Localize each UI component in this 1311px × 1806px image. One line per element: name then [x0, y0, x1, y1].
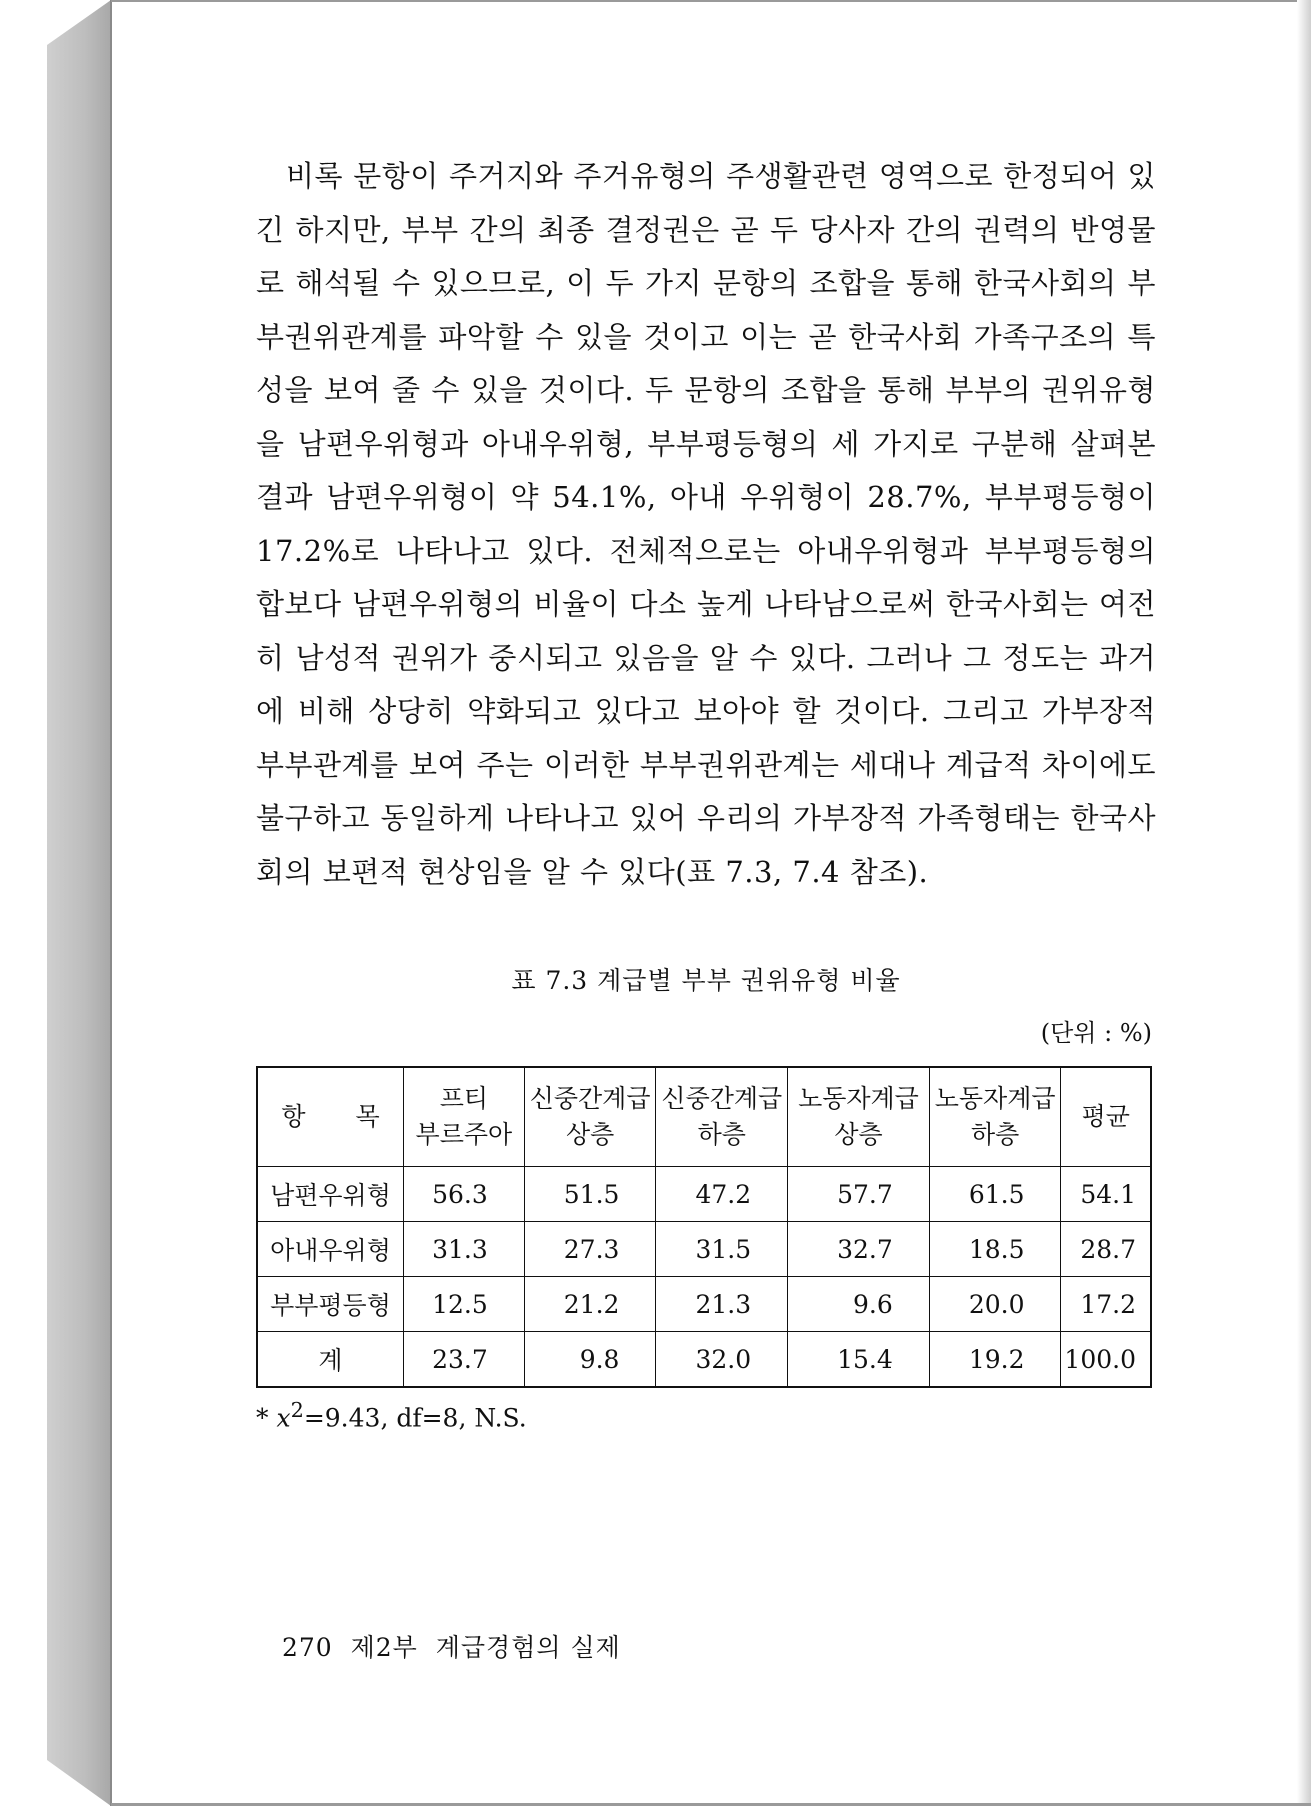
authority-type-table: [256, 1066, 1152, 1388]
table-cell: 28.7: [1061, 1222, 1151, 1277]
header-col-new-middle-lower: 신중간계급 하층: [656, 1067, 788, 1167]
table-cell: 9.8: [524, 1332, 656, 1388]
table-row: [257, 1332, 1151, 1388]
table-cell: 12.5: [403, 1277, 524, 1332]
table-cell: 51.5: [524, 1167, 656, 1222]
table-cell: 21.3: [656, 1277, 788, 1332]
table-cell: 21.2: [524, 1277, 656, 1332]
header-col-working-upper: 노동자계급 상층: [788, 1067, 930, 1167]
table-row: [257, 1277, 1151, 1332]
table-cell: 31.3: [403, 1222, 524, 1277]
header-col-petit-bourgeois: 프티 부르주아: [403, 1067, 524, 1167]
book-spine: [47, 0, 111, 1806]
table-row: [257, 1167, 1151, 1222]
table-header-row: [257, 1067, 1151, 1167]
page-footer: [282, 1628, 621, 1664]
table-note: * $x^2=9.43$, df=8, N.S.: [256, 1398, 527, 1433]
table-cell: 31.5: [656, 1222, 788, 1277]
table-cell: 9.6: [788, 1277, 930, 1332]
table-cell: 61.5: [929, 1167, 1061, 1222]
table-cell: 54.1: [1061, 1167, 1151, 1222]
table-cell: 56.3: [403, 1167, 524, 1222]
table-cell: 15.4: [788, 1332, 930, 1388]
table-cell: 20.0: [929, 1277, 1061, 1332]
page-content: [256, 150, 1156, 1432]
page-right-shadow: [1297, 0, 1311, 1806]
table-cell: 47.2: [656, 1167, 788, 1222]
table-cell: 18.5: [929, 1222, 1061, 1277]
table-cell: 100.0: [1061, 1332, 1151, 1388]
table-cell: 32.0: [656, 1332, 788, 1388]
table-cell: 57.7: [788, 1167, 930, 1222]
row-label: 부부평등형: [257, 1277, 403, 1332]
row-label: 계: [257, 1332, 403, 1388]
page-top-edge: [111, 0, 1311, 2]
table-cell: 17.2: [1061, 1277, 1151, 1332]
header-col-working-lower: 노동자계급 하층: [929, 1067, 1061, 1167]
body-paragraph: 비록 문항이 주거지와 주거유형의 주생활관련 영역으로 한정되어 있긴 하지만, 부부 간의 최종 결정권은 곧 두 당사자 간의 권력의 반영물로 해석될 수 있으므로, 이 두 가지 문항의 조합을 통해 한국사회의 부부권위관계를 파악할 수 있을 것이고 이는 곧 한국사회 가족구조의 특성을 보여 줄 수 있을 것이다. 두 문항의 조합을 통해 부부의 권위유형을 남편우위형과 아내우위형, 부부평등형의 세 가지로 구분해 살펴본 결과 남편우위형이 약 54.1%, 아내 우위형이 28.7%, 부부평등형이 17.2%로 나타나고 있다. 전체적으로는 아내우위형과 부부평등형의 합보다 남편우위형의 비율이 다소 높게 나타남으로써 한국사회는 여전히 남성적 권위가 중시되고 있음을 알 수 있다. 그러나 그 정도는 과거에 비해 상당히 약화되고 있다고 보아야 할 것이다. 그리고 가부장적 부부관계를 보여 주는 이러한 부부권위관계는 세대나 계급적 차이에도 불구하고 동일하게 나타나고 있어 우리의 가부장적 가족형태는 한국사회의 보편적 현상임을 알 수 있다(표 7.3, 7.4 참조).: [256, 159, 1156, 889]
row-label: 남편우위형: [257, 1167, 403, 1222]
header-col-average: 평균: [1061, 1067, 1151, 1167]
header-col-new-middle-upper: 신중간계급 상층: [524, 1067, 656, 1167]
table-unit: (단위 : %): [1040, 1019, 1152, 1047]
part-label: 제2부: [350, 1633, 418, 1662]
row-label: 아내우위형: [257, 1222, 403, 1277]
page-number: 270: [282, 1633, 333, 1662]
table-cell: 32.7: [788, 1222, 930, 1277]
chapter-title: 계급경험의 실제: [435, 1633, 621, 1662]
table-title: 표 7.3 계급별 부부 권위유형 비율: [511, 966, 901, 995]
table-cell: 27.3: [524, 1222, 656, 1277]
table-cell: 19.2: [929, 1332, 1061, 1388]
table-cell: 23.7: [403, 1332, 524, 1388]
header-item: 항 목: [257, 1067, 403, 1167]
table-row: [257, 1222, 1151, 1277]
spine-edge: [110, 0, 112, 1806]
